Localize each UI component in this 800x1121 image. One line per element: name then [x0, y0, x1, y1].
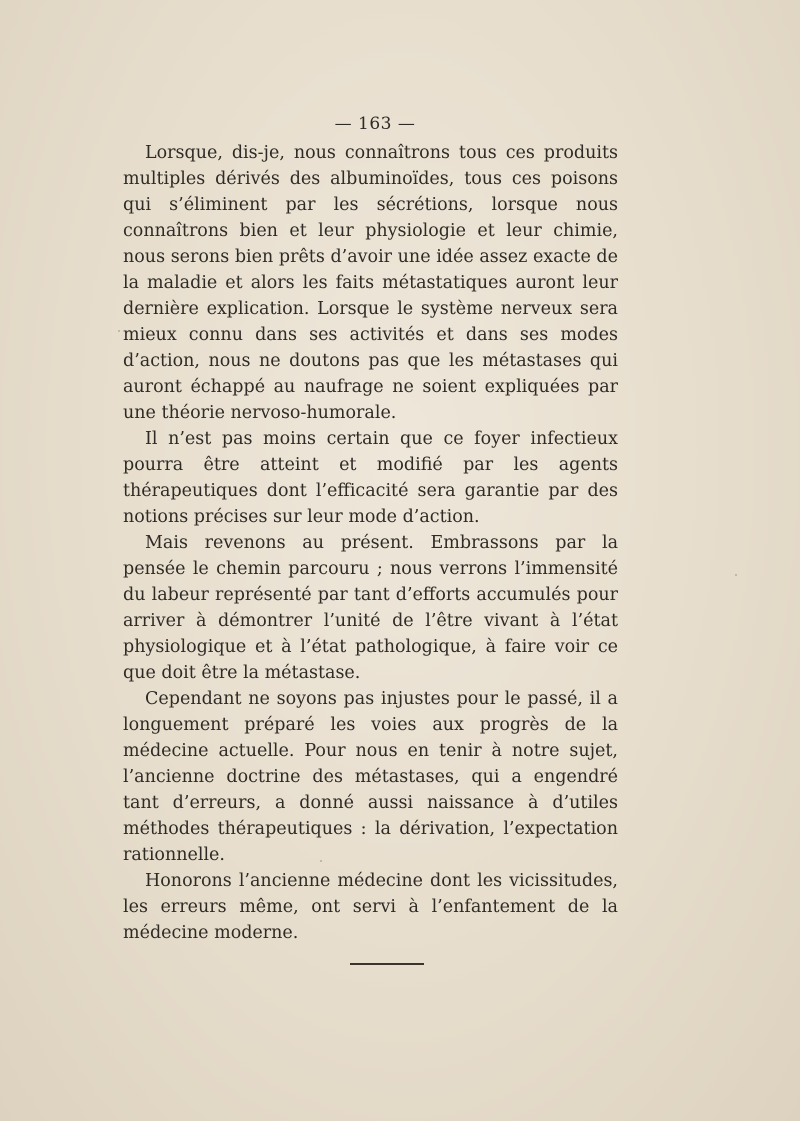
page-number: — 163 —	[334, 114, 416, 134]
paper-speck	[118, 330, 120, 332]
paragraph-5: Honorons l’ancienne médecine dont les vicissitudes, les erreurs même, ont servi à l’enfantement de la médecine moderne.	[123, 871, 618, 943]
end-rule-divider	[350, 963, 424, 965]
text-block	[123, 140, 618, 946]
paragraph-1: Lorsque, dis-je, nous connaîtrons tous ces produits multiples dérivés des albuminoïdes, tous ces poisons qui s’éliminent par les sécrétions, lorsque nous connaîtrons bien et leur physiologie et leur chimie, nous serons bien prêts d’avoir une idée assez exacte de la maladie et alors les faits métastatiques auront leur dernière explication. Lorsque le système nerveux sera mieux connu dans ses activités et dans ses modes d’action, nous ne doutons pas que les métastases qui auront échappé au naufrage ne soient expliquées par une théorie nervoso-humorale.	[123, 143, 618, 423]
paragraph-4: Cependant ne soyons pas injustes pour le passé, il a longuement préparé les voies aux progrès de la médecine actuelle. Pour nous en tenir à notre sujet, l’ancienne doctrine des métastases, qui a engendré tant d’erreurs, a donné aussi naissance à d’utiles méthodes thérapeutiques : la dérivation, l’expectation rationnelle.	[123, 689, 618, 865]
paragraph-2: Il n’est pas moins certain que ce foyer infectieux pourra être atteint et modifié par les agents thérapeutiques dont l’efficacité sera garantie par des notions précises sur leur mode d’action.	[123, 429, 618, 527]
paper-speck	[320, 860, 322, 862]
paragraph-3: Mais revenons au présent. Embrassons par la pensée le chemin parcouru ; nous verrons l’immensité du labeur représenté par tant d’efforts accumulés pour arriver à démontrer l’unité de l’être vivant à l’état physiologique et à l’état pathologique, à faire voir ce que doit être la métastase.	[123, 533, 618, 683]
paper-speck	[735, 574, 737, 576]
